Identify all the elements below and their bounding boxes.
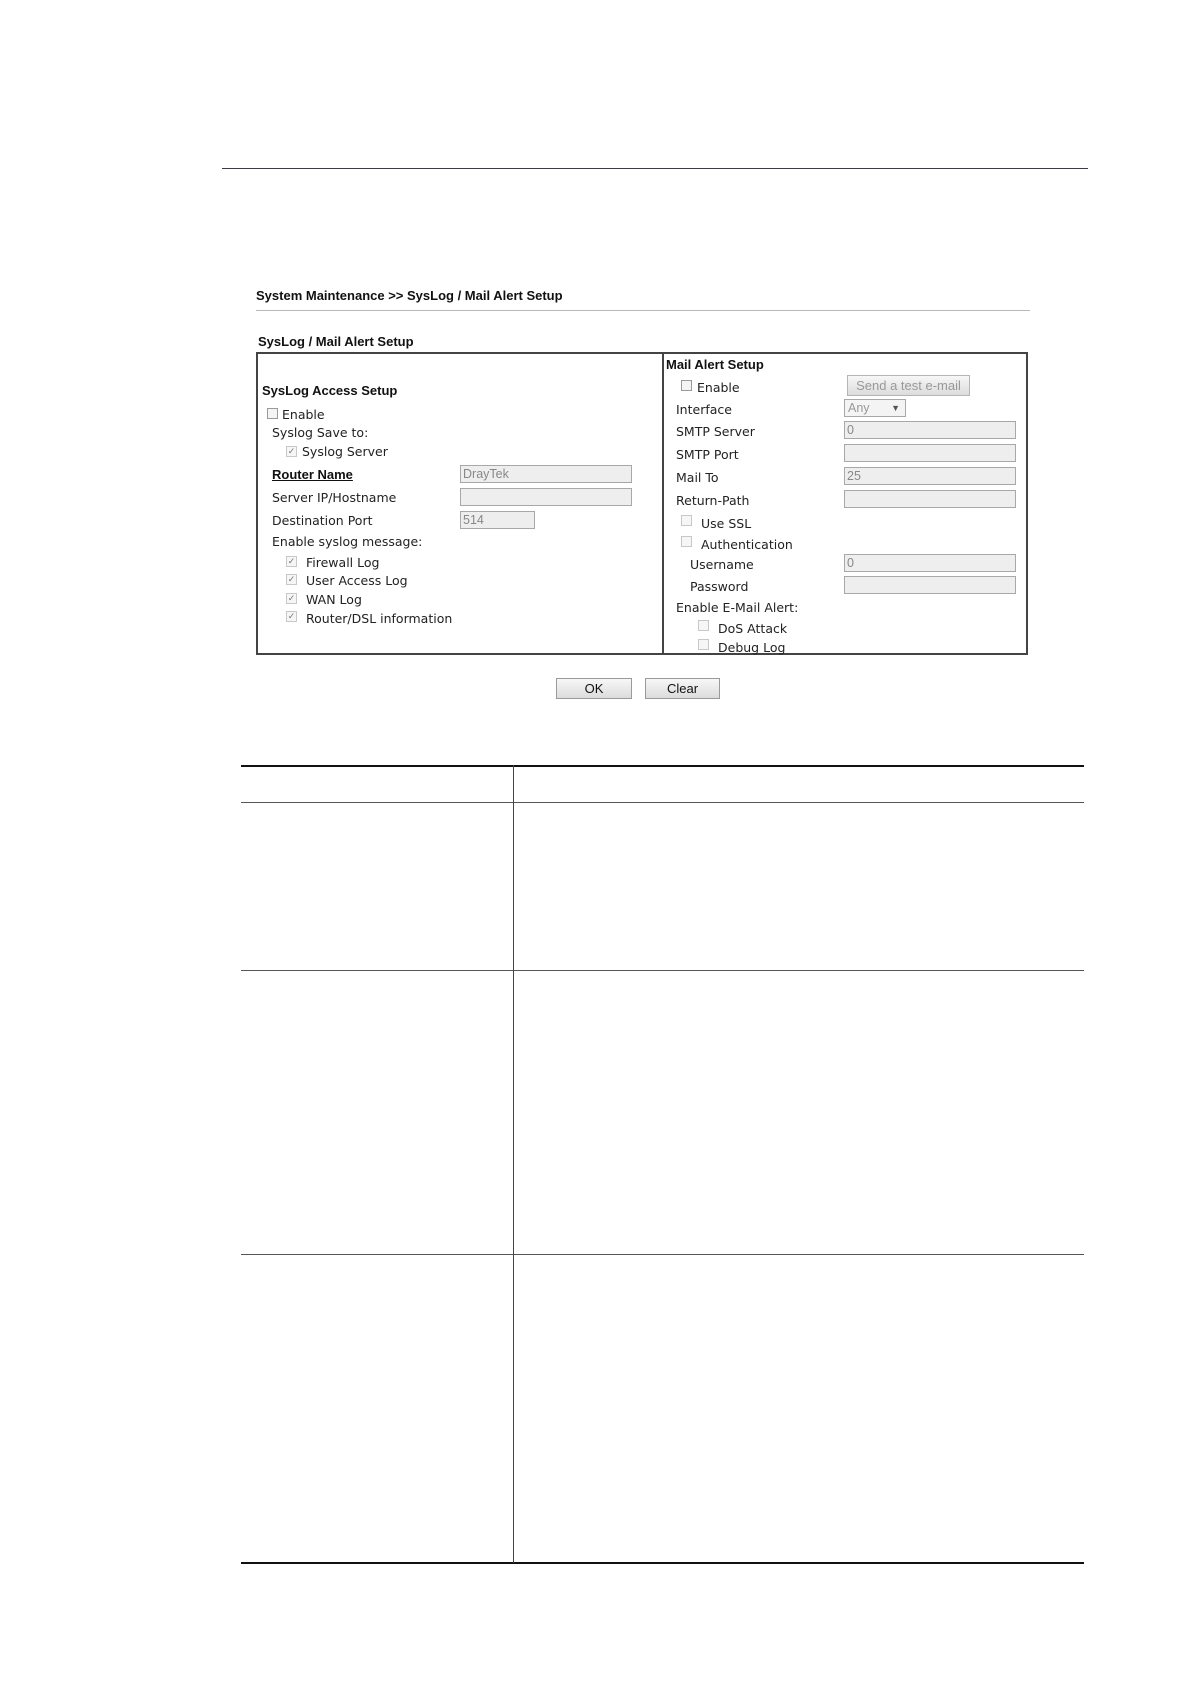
breadcrumb: System Maintenance >> SysLog / Mail Alert Setup [256,288,563,303]
smtp-server-label: SMTP Server [676,424,755,439]
mail-enable-label: Enable [697,380,740,395]
smtp-server-input[interactable]: 0 [844,421,1016,439]
debug-log-label: Debug Log [718,640,786,655]
use-ssl-checkbox[interactable] [681,515,692,526]
mail-to-input[interactable]: 25 [844,467,1016,485]
destination-port-label: Destination Port [272,513,373,528]
password-input[interactable] [844,576,1016,594]
mail-alert-heading: Mail Alert Setup [666,357,764,372]
ok-button[interactable]: OK [556,678,632,699]
authentication-checkbox[interactable] [681,536,692,547]
password-label: Password [690,579,749,594]
destination-port-input[interactable]: 514 [460,511,535,529]
wan-log-label: WAN Log [306,592,362,607]
table-row-divider [241,1254,1084,1255]
interface-select[interactable] [844,399,906,417]
clear-button[interactable]: Clear [645,678,720,699]
user-access-log-checkbox[interactable]: ✓ [287,574,296,584]
return-path-label: Return-Path [676,493,750,508]
syslog-enable-label: Enable [282,407,325,422]
firewall-log-label: Firewall Log [306,555,380,570]
table-row-divider [241,970,1084,971]
dos-attack-checkbox[interactable] [698,620,709,631]
enable-email-alert-label: Enable E-Mail Alert: [676,600,799,615]
dos-attack-label: DoS Attack [718,621,788,636]
syslog-server-label: Syslog Server [302,444,388,459]
mail-to-label: Mail To [676,470,719,485]
wan-log-checkbox[interactable]: ✓ [287,593,296,603]
username-label: Username [690,557,754,572]
interface-label: Interface [676,402,732,417]
page-header-rule [222,168,1088,169]
smtp-port-input[interactable] [844,444,1016,462]
breadcrumb-divider [256,310,1030,311]
table-header-divider [241,802,1084,803]
authentication-label: Authentication [701,537,793,552]
page-title: SysLog / Mail Alert Setup [258,334,414,349]
return-path-input[interactable] [844,490,1016,508]
syslog-enable-checkbox[interactable] [267,408,278,419]
router-name-input[interactable]: DrayTek [460,465,632,483]
server-ip-label: Server IP/Hostname [272,490,397,505]
firewall-log-checkbox[interactable]: ✓ [287,556,296,566]
username-input[interactable]: 0 [844,554,1016,572]
table-bottom-border [241,1562,1084,1564]
table-column-divider [513,765,514,1563]
debug-log-checkbox[interactable] [698,639,709,650]
server-ip-input[interactable] [460,488,632,506]
panel-divider [662,352,664,655]
smtp-port-label: SMTP Port [676,447,739,462]
router-dsl-info-label: Router/DSL information [306,611,453,626]
syslog-server-checkbox[interactable]: ✓ [287,446,296,456]
interface-select-value: Any [848,401,870,415]
chevron-down-icon: ▼ [891,403,900,413]
router-name-link[interactable]: Router Name [272,467,353,482]
router-dsl-info-checkbox[interactable]: ✓ [287,611,296,621]
syslog-save-to-label: Syslog Save to: [272,425,369,440]
syslog-heading: SysLog Access Setup [262,383,398,398]
send-test-email-button[interactable]: Send a test e-mail [847,375,970,396]
enable-syslog-message-label: Enable syslog message: [272,534,423,549]
user-access-log-label: User Access Log [306,573,408,588]
mail-enable-checkbox[interactable] [681,380,692,391]
table-top-border [241,765,1084,767]
use-ssl-label: Use SSL [701,516,752,531]
